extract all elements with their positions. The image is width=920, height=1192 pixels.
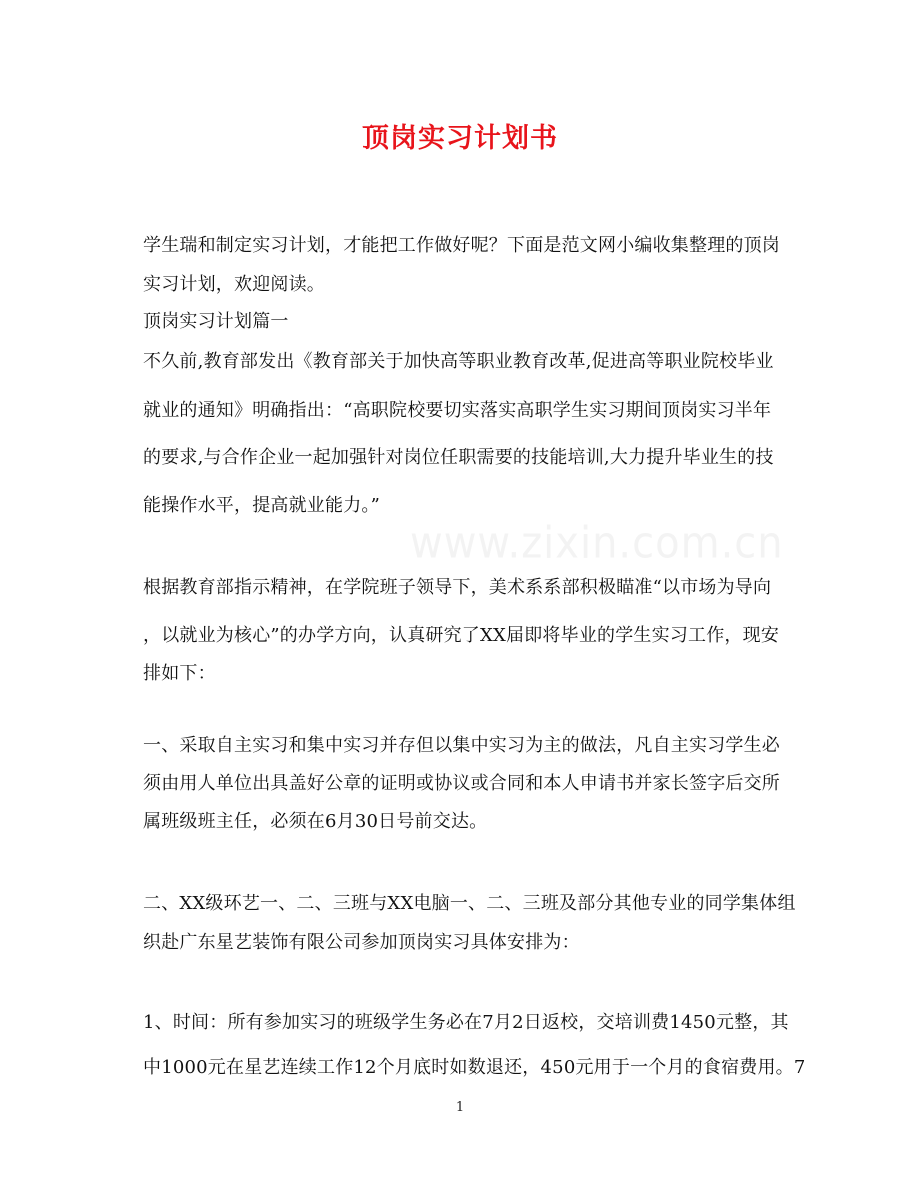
body-line-6: 的要求,与合作企业一起加强针对岗位任职需要的技能培训,大力提升毕业生的技 <box>143 447 774 468</box>
body-line-9: ，以就业为核心”的办学方向，认真研究了XX届即将毕业的学生实习工作，现安 <box>143 625 780 646</box>
body-line-12: 须由用人单位出具盖好公章的证明或协议或合同和本人申请书并家长签字后交所 <box>143 773 780 794</box>
body-line-17: 中1000元在星艺连续工作12个月底时如数退还，450元用于一个月的食宿费用。7 <box>143 1057 806 1078</box>
document-title: 顶岗实习计划书 <box>362 123 558 154</box>
page-number: 1 <box>455 1100 465 1115</box>
body-line-13: 属班级班主任，必须在6月30日号前交达。 <box>143 811 488 832</box>
body-line-10: 排如下： <box>143 663 216 684</box>
body-line-8: 根据教育部指示精神，在学院班子领导下，美术系系部积极瞄准“以市场为导向 <box>143 577 772 598</box>
body-line-1: 学生瑞和制定实习计划，才能把工作做好呢？下面是范文网小编收集整理的顶岗 <box>143 235 780 256</box>
body-line-11: 一、采取自主实习和集中实习并存但以集中实习为主的做法，凡自主实习学生必 <box>143 735 780 756</box>
body-line-16: 1、时间：所有参加实习的班级学生务必在7月2日返校，交培训费1450元整，其 <box>143 1012 789 1033</box>
section-heading: 顶岗实习计划篇一 <box>143 311 289 332</box>
body-line-5: 就业的通知》明确指出：“高职院校要切实落实高职学生实习期间顶岗实习半年 <box>143 400 772 421</box>
body-line-7: 能操作水平，提高就业能力。” <box>143 495 381 516</box>
body-line-15: 织赴广东星艺装饰有限公司参加顶岗实习具体安排为： <box>143 932 580 953</box>
body-line-14: 二、XX级环艺一、二、三班与XX电脑一、二、三班及部分其他专业的同学集体组 <box>143 893 796 914</box>
body-line-2: 实习计划，欢迎阅读。 <box>143 274 325 295</box>
body-line-4: 不久前,教育部发出《教育部关于加快高等职业教育改革,促进高等职业院校毕业 <box>143 351 774 372</box>
watermark: www.zixin.com.cn <box>410 517 784 569</box>
